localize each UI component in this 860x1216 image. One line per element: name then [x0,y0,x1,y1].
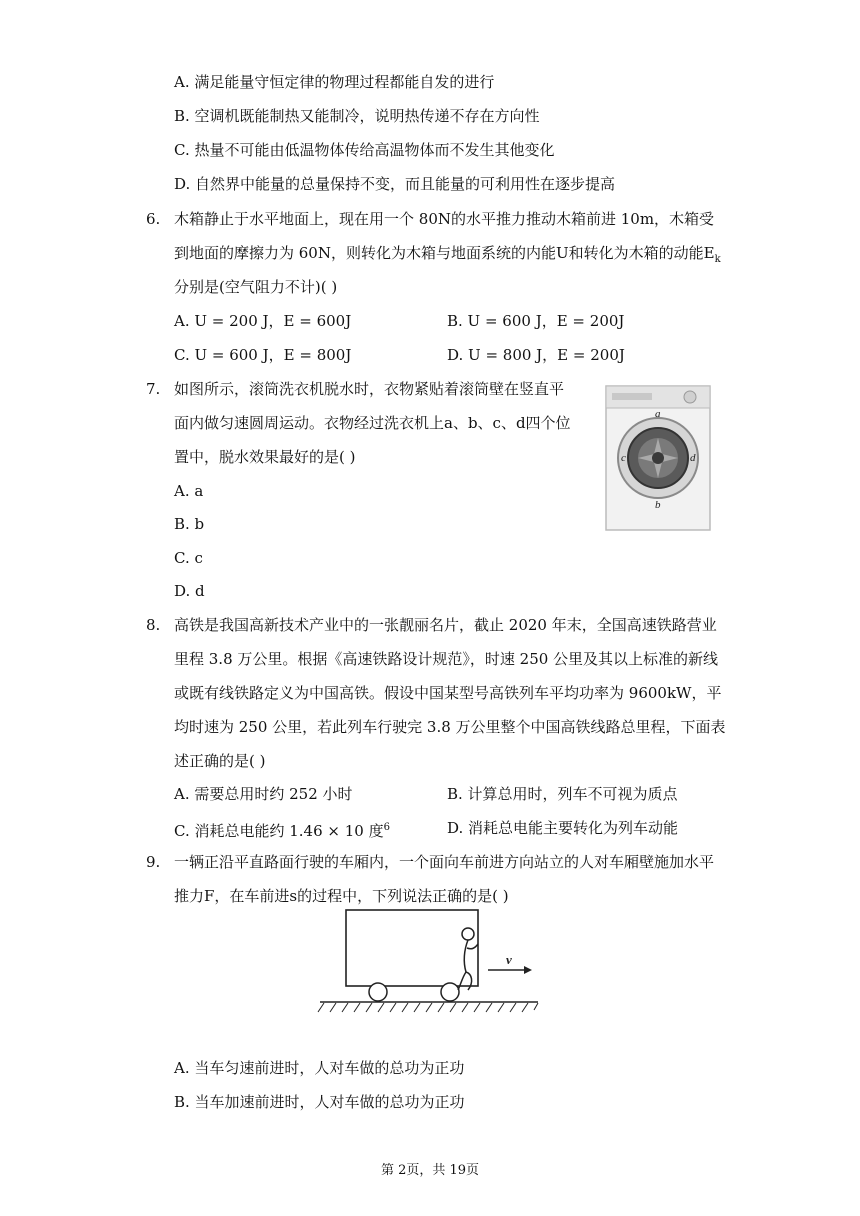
q8-stem-line-5: 述正确的是( ) [174,752,266,770]
q7-option-d: D. d [174,582,205,600]
q7-option-b: B. b [174,515,205,533]
washer-label-a: a [655,408,661,420]
washer-display [612,393,652,400]
car-wheel-rear [369,983,387,1001]
q9-option-b: B. 当车加速前进时，人对车做的总功为正功 [174,1093,465,1111]
q8-stem-line-4: 均时速为 250 公里，若此列车行驶完 3.8 万公里整个中国高铁线路总里程，下面表 [174,718,726,736]
q5-option-b: B. 空调机既能制热又能制冷，说明热传递不存在方向性 [174,107,540,125]
washing-machine-figure [604,384,712,532]
q8-number: 8. [146,616,161,634]
q9-number: 9. [146,853,161,871]
car-body [346,910,478,986]
q6-option-b: B. U = 600 J，E = 200J [447,312,625,330]
page-footer: 第 2页，共 19页 [380,1163,480,1178]
q9-stem-line-2: 推力F，在车前进s的过程中，下列说法正确的是( ) [174,887,509,905]
q5-option-a: A. 满足能量守恒定律的物理过程都能自发的进行 [174,73,495,91]
q6-option-c: C. U = 600 J，E = 800J [174,346,352,364]
q7-option-a: A. a [174,482,204,500]
washer-label-b: b [655,499,661,511]
velocity-arrowhead [524,966,532,974]
q7-stem-line-3: 置中，脱水效果最好的是( ) [174,448,356,466]
q6-stem-line-1: 木箱静止于水平地面上，现在用一个 80N的水平推力推动木箱前进 10m，木箱受 [174,210,715,228]
washer-label-c: c [621,452,626,464]
washer-knob [684,391,696,403]
q8-option-b: B. 计算总用时，列车不可视为质点 [447,785,678,803]
velocity-label: v [506,952,512,967]
q6-option-d: D. U = 800 J，E = 200J [447,346,625,364]
ground-hatching [318,1003,538,1012]
q8-stem-line-3: 或既有线铁路定义为中国高铁。假设中国某型号高铁列车平均功率为 9600kW，平 [174,684,722,702]
q8-option-d: D. 消耗总电能主要转化为列车动能 [447,819,679,837]
washer-drum-center [652,452,664,464]
q5-option-c: C. 热量不可能由低温物体传给高温物体而不发生其他变化 [174,141,555,159]
q6-number: 6. [146,210,161,228]
q7-stem-line-2: 面内做匀速圆周运动。衣物经过洗衣机上a、b、c、d四个位 [174,414,571,432]
washer-label-d: d [690,452,696,464]
person-figure [458,928,478,990]
q8-stem-line-1: 高铁是我国高新技术产业中的一张靓丽名片，截止 2020 年末，全国高速铁路营业 [174,616,717,634]
train-car-figure [316,904,542,1016]
q7-number: 7. [146,380,161,398]
car-wheel-front [441,983,459,1001]
q6-stem-line-3: 分别是(空气阻力不计)( ) [174,278,338,296]
q6-option-a: A. U = 200 J，E = 600J [174,312,352,330]
q8-option-c: C. 消耗总电能约 1.46 × 10 度$^6$ [174,822,390,840]
q7-option-c: C. c [174,549,203,567]
q9-stem-line-1: 一辆正沿平直路面行驶的车厢内，一个面向车前进方向站立的人对车厢壁施加水平 [174,853,715,871]
q5-option-d: D. 自然界中能量的总量保持不变，而且能量的可利用性在逐步提高 [174,175,616,193]
q6-stem-line-2: 到地面的摩擦力为 60N，则转化为木箱与地面系统的内能U和转化为木箱的动能$E_k$ [174,244,721,265]
q8-option-a: A. 需要总用时约 252 小时 [174,785,353,803]
q7-stem-line-1: 如图所示，滚筒洗衣机脱水时，衣物紧贴着滚筒壁在竖直平 [174,380,565,398]
q8-stem-line-2: 里程 3.8 万公里。根据《高速铁路设计规范》，时速 250 公里及其以上标准的新线 [174,650,719,668]
q9-option-a: A. 当车匀速前进时，人对车做的总功为正功 [174,1059,465,1077]
